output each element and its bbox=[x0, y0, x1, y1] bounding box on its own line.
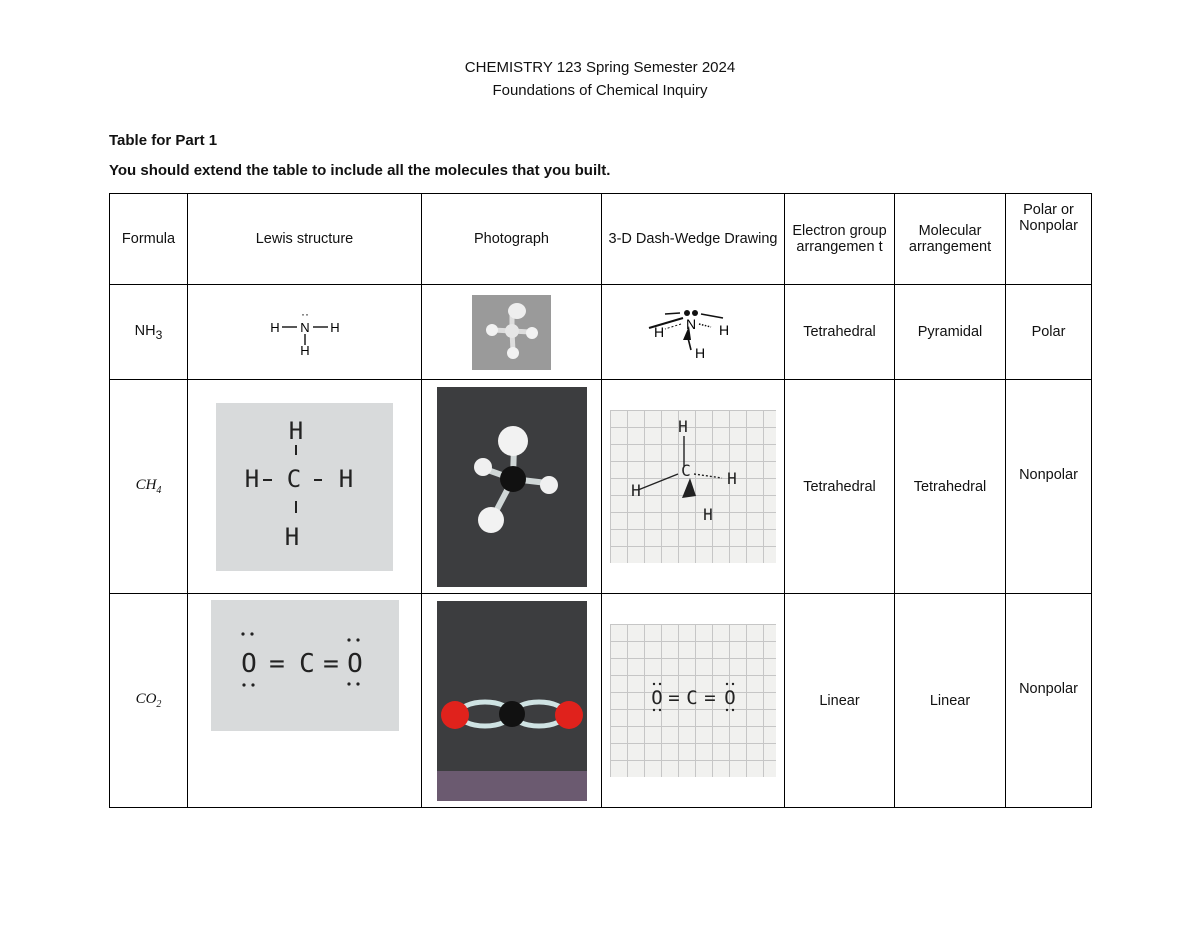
lewis-structure-photo bbox=[211, 600, 399, 731]
atom-label-right: H bbox=[718, 322, 730, 338]
dash-wedge-photo bbox=[610, 410, 776, 563]
atom-label-left: O bbox=[651, 687, 663, 709]
bond-label: = bbox=[668, 687, 680, 709]
header-photo: Photograph bbox=[422, 194, 602, 285]
formula-cell bbox=[110, 285, 188, 380]
atom-label-right: H bbox=[338, 464, 354, 493]
document-header bbox=[0, 56, 1200, 102]
electron-group-cell: Linear bbox=[785, 594, 895, 808]
atom-label-left: H bbox=[631, 481, 641, 500]
molecule-model-photo bbox=[472, 295, 551, 370]
molecular-cell: Linear bbox=[895, 594, 1006, 808]
dash-wedge-cell bbox=[602, 594, 785, 808]
atom-label-right: H bbox=[727, 469, 737, 488]
dash-wedge-cell bbox=[602, 380, 785, 594]
electron-group-cell: Tetrahedral bbox=[785, 380, 895, 594]
formula-main: NH bbox=[134, 322, 156, 339]
molecule-table bbox=[109, 193, 1092, 808]
bond-label: = bbox=[704, 687, 716, 709]
atom-label-center: C bbox=[681, 461, 691, 480]
atom-label-bottom: H bbox=[284, 522, 300, 551]
atom-label-bottom: H bbox=[694, 345, 706, 361]
lewis-cell bbox=[188, 285, 422, 380]
atom-label-center: N bbox=[299, 320, 310, 335]
bond-label: = bbox=[268, 649, 285, 679]
header-molecular: Molecular arrangement bbox=[895, 194, 1006, 285]
formula-subscript: 2 bbox=[156, 698, 162, 710]
table-row bbox=[110, 594, 1092, 808]
atom-label-center: N bbox=[685, 316, 697, 332]
dash-wedge-cell bbox=[602, 285, 785, 380]
atom-label-left: H bbox=[269, 320, 280, 335]
lewis-cell bbox=[188, 594, 422, 808]
lone-pair-label: ·· bbox=[300, 307, 309, 321]
header-dash-wedge: 3-D Dash-Wedge Drawing bbox=[602, 194, 785, 285]
formula-subscript: 4 bbox=[156, 484, 162, 496]
lewis-cell bbox=[188, 380, 422, 594]
formula-cell bbox=[110, 594, 188, 808]
dash-wedge-photo bbox=[610, 624, 776, 777]
atom-label-bottom: H bbox=[703, 505, 713, 524]
atom-label-left: O bbox=[240, 649, 257, 679]
formula-cell bbox=[110, 380, 188, 594]
header-polarity: Polar or Nonpolar bbox=[1006, 194, 1092, 285]
atom-label-center: C bbox=[286, 464, 302, 493]
atom-label-top: H bbox=[288, 416, 304, 445]
header-electron-group: Electron group arrangemen t bbox=[785, 194, 895, 285]
atom-label-bottom: H bbox=[299, 343, 310, 357]
course-subtitle: Foundations of Chemical Inquiry bbox=[492, 82, 708, 99]
course-title: CHEMISTRY 123 Spring Semester 2024 bbox=[464, 59, 736, 76]
atom-label-center: C bbox=[298, 649, 315, 679]
bond-label: = bbox=[322, 649, 339, 679]
polarity-cell: Nonpolar bbox=[1006, 380, 1092, 594]
part-title: Table for Part 1 bbox=[109, 132, 218, 149]
atom-label-center: C bbox=[686, 687, 698, 709]
molecular-cell: Pyramidal bbox=[895, 285, 1006, 380]
formula-subscript: 3 bbox=[155, 327, 163, 342]
header-row bbox=[110, 194, 1092, 285]
molecule-model-photo bbox=[437, 387, 587, 587]
molecule-model-photo bbox=[437, 601, 587, 801]
polarity-cell: Polar bbox=[1006, 285, 1092, 380]
instruction-text: You should extend the table to include all the molecules that you built. bbox=[109, 162, 611, 179]
molecular-cell: Tetrahedral bbox=[895, 380, 1006, 594]
polarity-cell: Nonpolar bbox=[1006, 594, 1092, 808]
dash-wedge-drawing bbox=[643, 302, 743, 362]
formula-main: CO bbox=[135, 691, 157, 708]
photo-cell bbox=[422, 594, 602, 808]
table-row bbox=[110, 285, 1092, 380]
photo-cell bbox=[422, 285, 602, 380]
atom-label-right: O bbox=[346, 649, 363, 679]
header-lewis: Lewis structure bbox=[188, 194, 422, 285]
atom-label-left: H bbox=[653, 324, 665, 340]
header-formula: Formula bbox=[110, 194, 188, 285]
formula-main: CH bbox=[135, 477, 157, 494]
electron-group-cell: Tetrahedral bbox=[785, 285, 895, 380]
lewis-structure-photo bbox=[216, 403, 393, 571]
atom-label-right: O bbox=[724, 687, 736, 709]
table-row bbox=[110, 380, 1092, 594]
atom-label-top: H bbox=[678, 417, 688, 436]
photo-cell bbox=[422, 380, 602, 594]
atom-label-right: H bbox=[329, 320, 340, 335]
lewis-structure-drawing bbox=[255, 307, 355, 357]
atom-label-left: H bbox=[244, 464, 260, 493]
